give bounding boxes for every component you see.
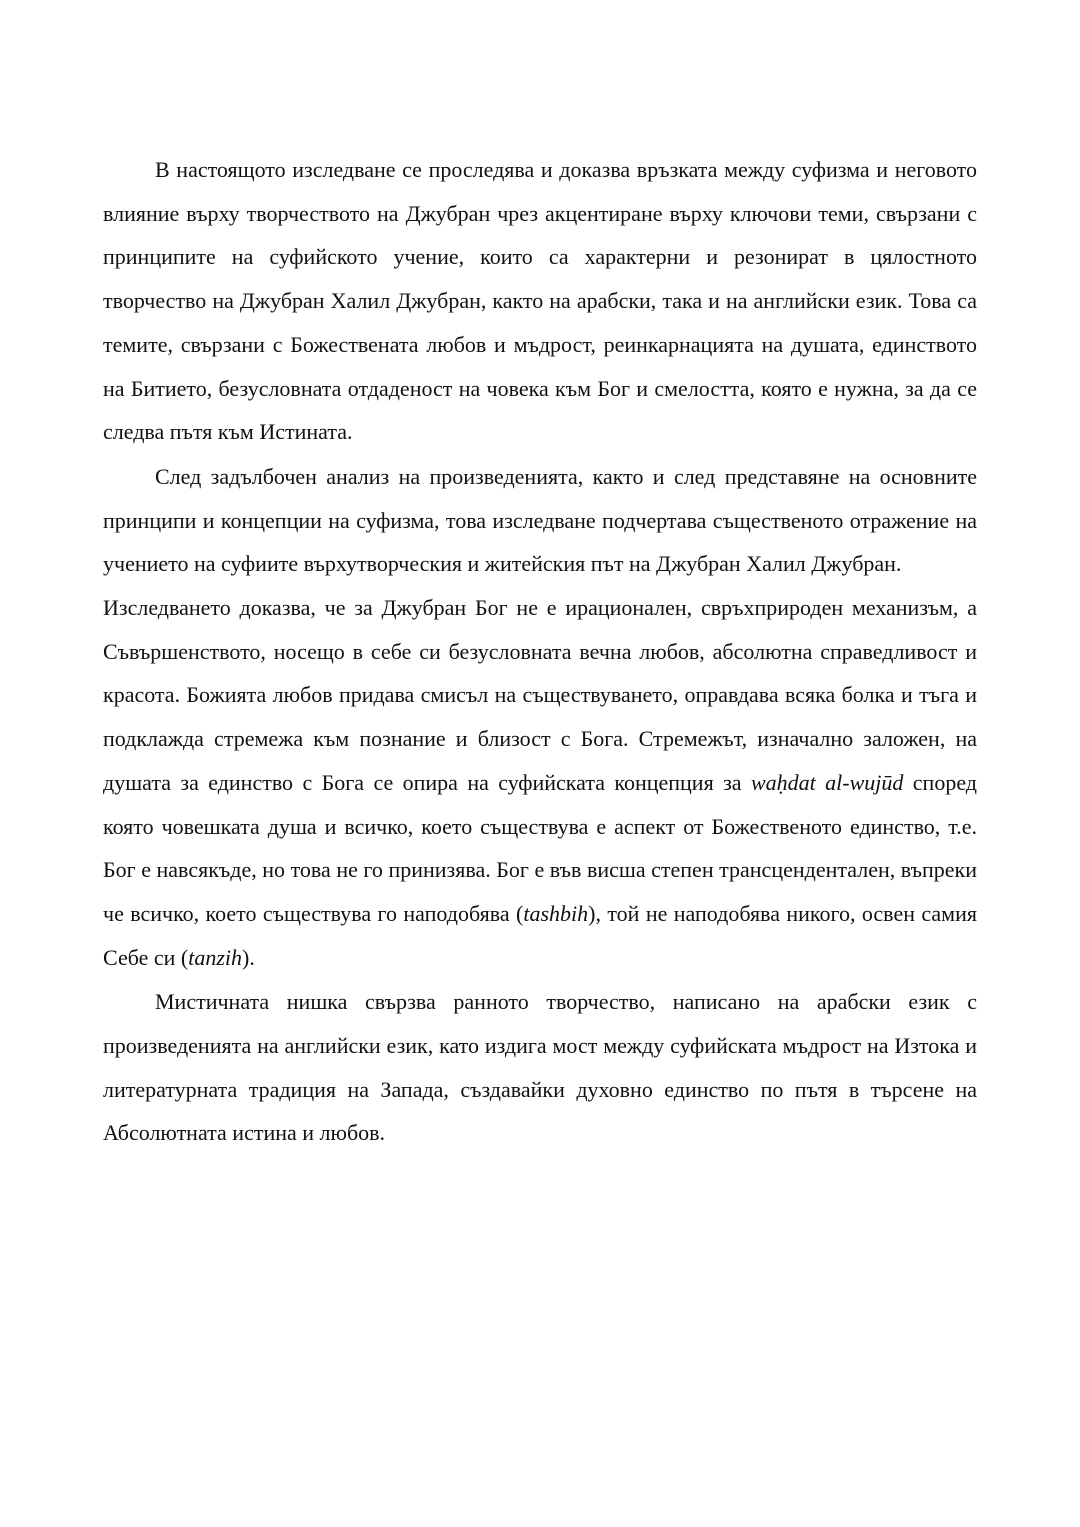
paragraph-3-term-tashbih: tashbih xyxy=(523,900,589,926)
paragraph-1 xyxy=(103,148,977,454)
paragraph-3-text-b: според която човешката душа и всичко, което съществува е аспект от Божественото единство, т.е. Бог е навсякъде, но това не го принизява. Бог е във висша степен трансцендентален, въпреки че всичко, което съществува го наподобява ( xyxy=(103,769,977,926)
paragraph-3-term-wahdat: waḥdat al-wujūd xyxy=(750,769,904,795)
document-page xyxy=(103,148,977,1155)
paragraph-1-text: В настоящото изследване се проследява и доказва връзката между суфизма и неговото влияние върху творчеството на Джубран чрез акцентиране върху ключови теми, свързани с принципите на суфийското учение, които са характерни и резонират в цялостното творчество на Джубран Халил Джубран, както на арабски, така и на английски език. Това са темите, свързани с Божествената любов и мъдрост, реинкарнацията на душата, единството на Битието, безусловната отдаденост на човека към Бог и смелостта, която е нужна, за да се следва пътя към Истината. xyxy=(103,157,977,445)
paragraph-4-text: Мистичната нишка свързва ранното творчество, написано на арабски език с произведенията на английски език, като издига мост между суфийската мъдрост на Изтока и литературната традиция на Запада, създавайки духовно единство по пътя в търсене на Абсолютната истина и любов. xyxy=(103,989,977,1146)
paragraph-3-text-c: ), той не наподобява никого, освен самия Себе си ( xyxy=(103,900,977,970)
paragraph-2-text: След задълбочен анализ на произведенията, както и след представяне на основните принципи и концепции на суфизма, това изследване подчертава същественото отражение на учението на суфиите върхутворческия и житейския път на Джубран Халил Джубран. xyxy=(103,463,977,577)
paragraph-3-text-a: Изследването доказва, че за Джубран Бог не е ирационален, свръхприроден механизъм, а Съвършенството, носещо в себе си безусловната вечна любов, абсолютна справедливост и красота. Божията любов придава смисъл на съществуването, оправдава всяка болка и тъга и подклажда стремежа към познание и близост с Бога. Стремежът, изначално заложен, на душата за единство с Бога се опира на суфийската концепция за xyxy=(103,595,977,795)
paragraph-4 xyxy=(103,980,977,1155)
paragraph-3-text-d: ). xyxy=(242,944,255,970)
paragraph-2 xyxy=(103,455,977,586)
paragraph-3-term-tanzih: tanzih xyxy=(188,944,243,970)
paragraph-3 xyxy=(103,586,977,979)
